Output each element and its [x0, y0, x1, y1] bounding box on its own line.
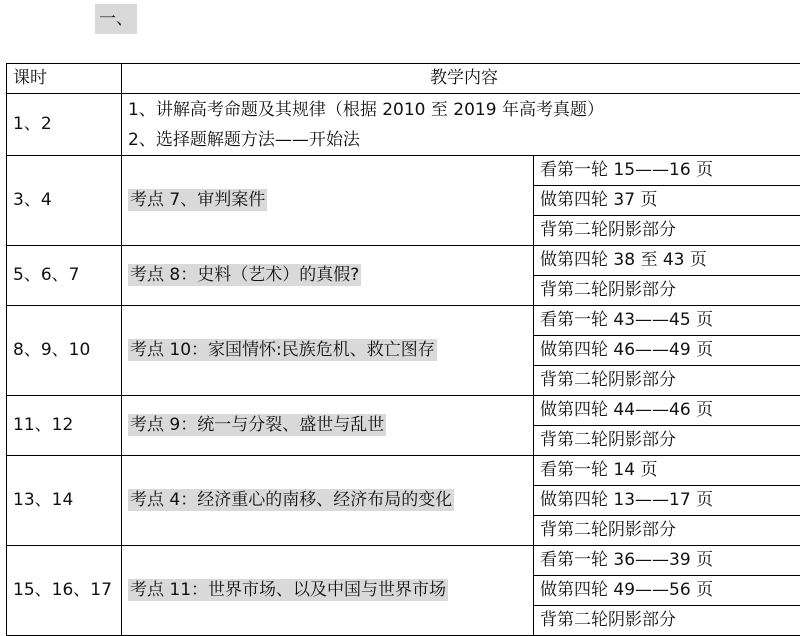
- row-task: 做第四轮 46——49 页: [534, 336, 800, 366]
- row-topic: 考点 8：史料（艺术）的真假?: [130, 265, 360, 285]
- row-task: 背第二轮阴影部分: [534, 366, 800, 396]
- table-row: [7, 246, 800, 276]
- row-task: 背第二轮阴影部分: [534, 426, 800, 456]
- row-task: 做第四轮 49——56 页: [534, 576, 800, 606]
- row-topic-cell: [122, 546, 534, 636]
- row-topic-cell: [122, 456, 534, 546]
- row-task: 背第二轮阴影部分: [534, 216, 800, 246]
- row-topic-cell: [122, 246, 534, 306]
- row-task: 看第一轮 43——45 页: [534, 306, 800, 336]
- row-period: 13、14: [7, 456, 122, 546]
- row-topic-cell: [122, 306, 534, 396]
- row-task: 做第四轮 13——17 页: [534, 486, 800, 516]
- header-content: 教学内容: [122, 64, 800, 94]
- row-topic: 考点 11：世界市场、以及中国与世界市场: [130, 580, 447, 600]
- row-task: 做第四轮 44——46 页: [534, 396, 800, 426]
- table-row: [7, 306, 800, 336]
- row-task: 背第二轮阴影部分: [534, 606, 800, 636]
- section-heading: 一、: [95, 4, 137, 34]
- intro-row: [7, 94, 800, 156]
- row-task: 背第二轮阴影部分: [534, 516, 800, 546]
- table-row: [7, 156, 800, 186]
- row-period: 3、4: [7, 156, 122, 246]
- intro-period: 1、2: [7, 94, 122, 156]
- row-topic: 考点 4：经济重心的南移、经济布局的变化: [130, 490, 453, 510]
- schedule-table: [6, 63, 800, 636]
- intro-line-1: 1、讲解高考命题及其规律（根据 2010 至 2019 年高考真题）: [128, 100, 604, 120]
- row-topic-cell: [122, 396, 534, 456]
- row-topic-cell: [122, 156, 534, 246]
- row-period: 8、9、10: [7, 306, 122, 396]
- row-task: 看第一轮 15——16 页: [534, 156, 800, 186]
- row-topic: 考点 10：家国情怀:民族危机、救亡图存: [130, 340, 435, 360]
- row-period: 11、12: [7, 396, 122, 456]
- row-period: 15、16、17: [7, 546, 122, 636]
- row-topic: 考点 9：统一与分裂、盛世与乱世: [130, 415, 385, 435]
- row-task: 看第一轮 36——39 页: [534, 546, 800, 576]
- row-topic: 考点 7、审判案件: [130, 190, 266, 210]
- row-task: 做第四轮 37 页: [534, 186, 800, 216]
- intro-line-2: 2、选择题解题方法——开始法: [128, 130, 360, 150]
- intro-content: [122, 94, 800, 156]
- table-header-row: [7, 64, 800, 94]
- row-task: 看第一轮 14 页: [534, 456, 800, 486]
- table-row: [7, 456, 800, 486]
- row-task: 做第四轮 38 至 43 页: [534, 246, 800, 276]
- table-row: [7, 396, 800, 426]
- table-row: [7, 546, 800, 576]
- row-task: 背第二轮阴影部分: [534, 276, 800, 306]
- row-period: 5、6、7: [7, 246, 122, 306]
- header-period: 课时: [7, 64, 122, 94]
